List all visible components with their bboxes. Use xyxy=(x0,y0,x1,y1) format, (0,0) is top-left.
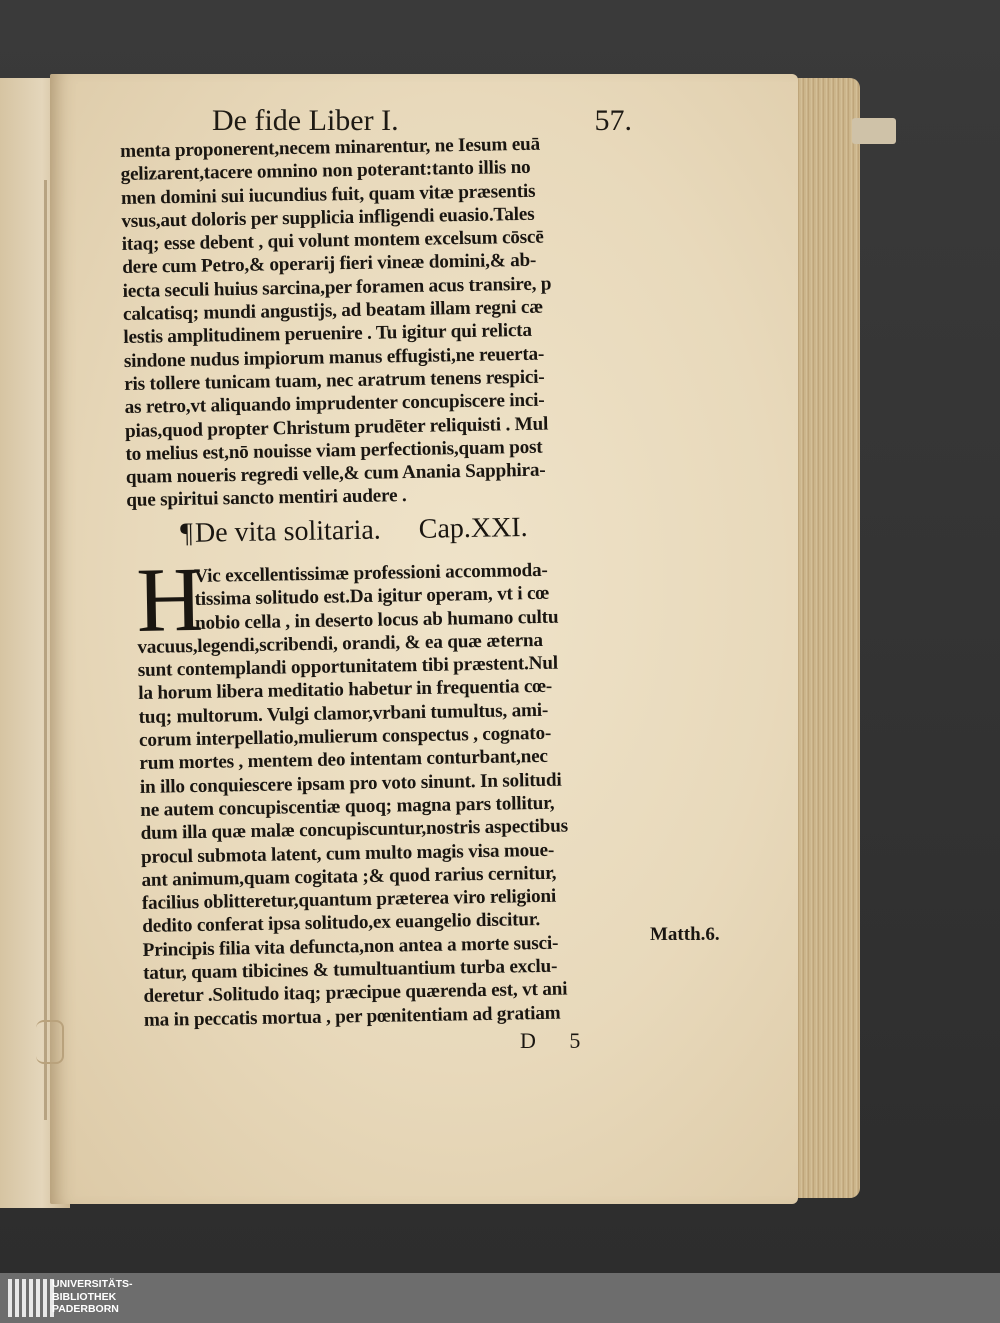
text-line: rum mortes , mentem deo intentam conturbant,nec xyxy=(139,746,548,775)
paragraph-2 xyxy=(135,547,654,1032)
library-footer xyxy=(0,1273,1000,1323)
text-line: vacuus,legendi,scribendi, orandi, & ea quæ æterna xyxy=(137,629,543,658)
running-head-title: De fide Liber I. xyxy=(212,104,399,137)
logo-line: BIBLIOTHEK xyxy=(52,1290,117,1303)
text-line: calcatisq; mundi angustijs, ad beatam illam regni cæ xyxy=(122,296,544,326)
text-line: dedito conferat ipsa solitudo,ex euangelio discitur. xyxy=(142,909,541,938)
chapter-number: Cap.XXI. xyxy=(418,511,528,545)
text-line: tatur, quam tibicines & tumultuantium turba exclu- xyxy=(142,955,558,984)
logo-line: UNIVERSITÄTS- xyxy=(52,1278,133,1290)
paragraph-1 xyxy=(120,131,656,513)
text-line: menta proponerent,necem minarentur, ne Iesum euā xyxy=(120,133,541,162)
text-line: quam noueris regredi velle,& cum Anania Sapphira- xyxy=(125,459,546,489)
text-line: pias,quod propter Christum prudēter reliquisti . Mul xyxy=(124,413,549,442)
logo-line: PADERBORN xyxy=(52,1303,119,1315)
text-line: gelizarent,tacere omnino non poterant:tanto illis no xyxy=(120,157,531,186)
text-line: dum illa quæ malæ concupiscuntur,nostris aspectibus xyxy=(140,815,569,845)
text-line: sunt contemplandi opportunitatem tibi præstent.Nul xyxy=(137,652,559,682)
text-line: iecta seculi huius sarcina,per foramen acus transire, p xyxy=(122,273,552,302)
text-line: ris tollere tunicam tuam, nec aratrum tenens respici- xyxy=(124,366,545,395)
text-line: deretur .Solitudo itaq; præcipue quærenda est, vt ani xyxy=(143,978,568,1008)
text-line: ant animum,quam cogitata ;& quod rarius cernitur, xyxy=(141,862,557,891)
chapter-title: De vita solitaria. xyxy=(194,514,382,549)
text-line: Principis filia vita defuncta,non antea a morte susci- xyxy=(142,932,559,961)
text-line: facilius oblitteretur,quantum præterea viro religioni xyxy=(141,885,557,915)
text-line: dere cum Petro,& operarij fieri vineæ domini,& ab- xyxy=(122,250,537,279)
text-line: ne autem concupiscentiæ quoq; magna pars tollitur, xyxy=(140,792,555,821)
text-line: vsus,aut doloris per supplicia infligendi euasio.Tales xyxy=(121,203,535,232)
drop-cap: H xyxy=(135,547,204,651)
text-line: nobio cella , in deserto locus ab humano cultu xyxy=(194,606,559,634)
text-line: itaq; esse debent , qui volunt montem excelsum cōscē xyxy=(121,226,544,256)
text-line: Vic excellentissimæ professioni accommoda- xyxy=(194,559,548,587)
text-line: men domini sui iucundius fuit, quam vitæ præsentis xyxy=(120,180,536,209)
text-line: que spiritui sancto mentiri audere . xyxy=(126,485,407,512)
text-line: procul submota latent, cum multo magis visa moue- xyxy=(140,839,555,868)
text-line: in illo conquiescere ipsam pro voto sinunt. In solitudi xyxy=(139,769,562,798)
library-logo-icon xyxy=(8,1279,54,1317)
text-line: la horum libera meditatio habetur in frequentia cœ- xyxy=(138,676,553,705)
chapter-heading xyxy=(180,510,621,554)
text-line: sindone nudus impiorum manus effugisti,ne reuerta- xyxy=(123,343,545,372)
signature-mark: D 5 xyxy=(520,1028,595,1053)
text-line: tissima solitudo est.Da igitur operam, vt i cœ xyxy=(194,583,550,611)
text-line: tuq; multorum. Vulgi clamor,vrbani tumultus, ami- xyxy=(138,699,549,728)
page-tab xyxy=(852,118,896,144)
marginal-note: Matth.6. xyxy=(650,924,720,945)
gutter-shadow xyxy=(44,180,47,1120)
text-line: ma in peccatis mortua , per pœnitentiam ad gratiam xyxy=(143,1002,561,1031)
pilcrow-mark: ¶ xyxy=(180,517,194,549)
page-number: 57. xyxy=(594,104,632,137)
library-logo-text xyxy=(52,1278,133,1316)
text-line: as retro,vt aliquando imprudenter concupiscere inci- xyxy=(124,389,545,419)
show-through-text xyxy=(735,240,739,260)
binding-stitch xyxy=(36,1020,64,1064)
text-line: to melius est,nō nouisse viam perfectionis,quam post xyxy=(125,436,543,465)
text-line: lestis amplitudinem peruenire . Tu igitur qui relicta xyxy=(123,320,532,349)
text-line: corum interpellatio,mulierum conspectus , cognato- xyxy=(138,722,552,752)
